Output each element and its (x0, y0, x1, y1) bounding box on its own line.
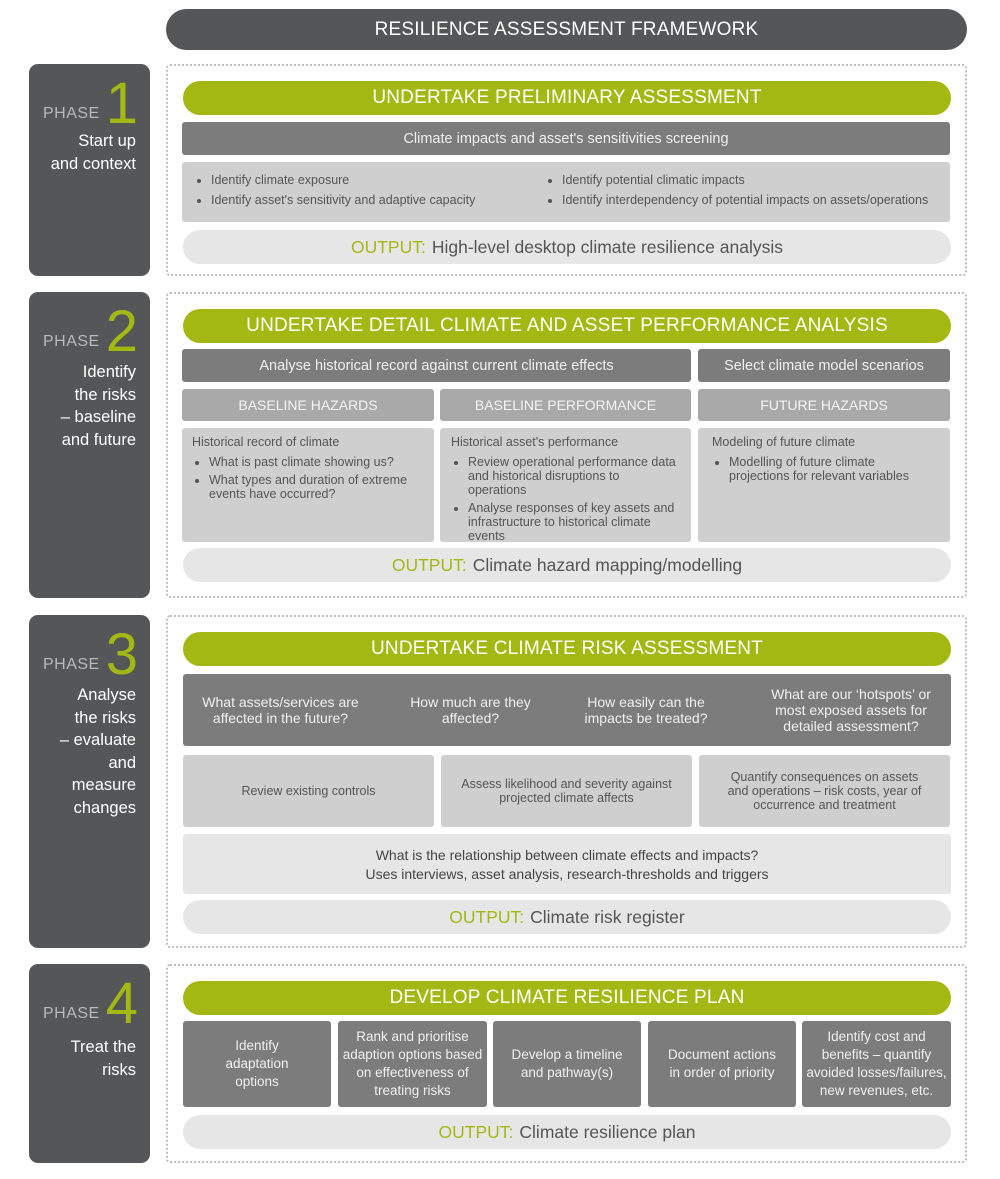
phase-3-word: PHASE (42, 656, 100, 673)
phase-4-desc-line: risks (102, 1060, 136, 1079)
column-intro: Modeling of future climate (712, 435, 856, 449)
phase-1-bullets-right (546, 173, 962, 213)
column-intro: Historical record of climate (192, 435, 340, 449)
bullet-item: • What types and duration of extreme events have occurred? (209, 473, 424, 501)
question-cell: How much are they affected? (410, 694, 531, 726)
bullet-item: • Analyse responses of key assets and infrastructure to historical climate events (468, 501, 680, 543)
output-label: OUTPUT: (391, 554, 467, 575)
phase-3-desc-line: and (108, 753, 136, 772)
phase-4-number: 4 (105, 971, 138, 1036)
question-cell: How easily can the impacts be treated? (584, 694, 708, 726)
relationship-line: Uses interviews, asset analysis, research-thresholds and triggers (365, 866, 769, 882)
phase-1-number: 1 (105, 71, 138, 136)
phase-3-desc-line: measure (71, 776, 136, 794)
future-hazards-box (698, 428, 950, 542)
baseline-performance-header: BASELINE PERFORMANCE (440, 389, 691, 421)
phase-1-subheading: Climate impacts and asset's sensitivities screening (182, 122, 950, 155)
phase-2-desc-line: the risks (74, 385, 136, 404)
bullet-item: • Modelling of future climate projections for relevant variables (729, 455, 936, 483)
framework-title: RESILIENCE ASSESSMENT FRAMEWORK (166, 9, 967, 50)
question-cell: What are our ‘hotspots’ or most exposed assets for detailed assessment? (771, 686, 931, 734)
phase-2-desc-line: and future (61, 430, 136, 449)
phase-1-bullets-left (195, 173, 551, 213)
output-label: OUTPUT: (350, 236, 426, 257)
phase-2-panel (29, 292, 150, 598)
phase-4-word: PHASE (42, 1005, 100, 1022)
phase-2-sub-left: Analyse historical record against current climate effects (182, 349, 691, 382)
phase-4-desc-line: Treat the (70, 1038, 136, 1056)
phase-2-description (61, 361, 136, 451)
output-label: OUTPUT: (438, 1121, 514, 1142)
phase-2-output-text: Climate hazard mapping/modelling (472, 554, 743, 575)
phase-2-number: 2 (105, 299, 138, 364)
phase-4-output-text: Climate resilience plan (519, 1121, 696, 1142)
plan-step: Document actions in order of priority (648, 1021, 796, 1107)
column-intro: Historical asset's performance (451, 435, 619, 449)
phase-3-description (60, 684, 136, 819)
phase-3-questions-bar (183, 674, 951, 746)
phase-3-number: 3 (105, 622, 138, 687)
phase-3-heading: UNDERTAKE CLIMATE RISK ASSESSMENT (183, 632, 951, 666)
phase-1-desc-line: Start up (78, 132, 136, 150)
phase-3-output-text: Climate risk register (530, 906, 685, 927)
bullet-item: • What is past climate showing us? (209, 455, 424, 469)
phase-2-output (183, 548, 951, 582)
assess-likelihood-box: Assess likelihood and severity against projected climate affects (441, 755, 692, 827)
phase-1-desc-line: and context (50, 154, 136, 173)
phase-2-desc-line: Identify (82, 363, 136, 381)
phase-1-output (183, 230, 951, 264)
phase-3-desc-line: – evaluate (59, 731, 136, 749)
bullet-item: • Identify potential climatic impacts (562, 173, 962, 187)
phase-3-panel (29, 615, 150, 948)
phase-1-word: PHASE (42, 105, 100, 122)
phase-1-output-text: High-level desktop climate resilience analysis (431, 236, 783, 257)
phase-1-heading: UNDERTAKE PRELIMINARY ASSESSMENT (183, 81, 951, 115)
bullet-item: • Identify asset's sensitivity and adaptive capacity (211, 193, 551, 207)
phase-4-heading: DEVELOP CLIMATE RESILIENCE PLAN (183, 981, 951, 1015)
bullet-item: • Review operational performance data and historical disruptions to operations (468, 455, 680, 497)
baseline-hazards-header: BASELINE HAZARDS (182, 389, 434, 421)
phase-1-panel (29, 64, 150, 276)
plan-step: Identify cost and benefits – quantify avoided losses/failures, new revenues, etc. (802, 1021, 951, 1107)
bullet-item: • Identify interdependency of potential impacts on assets/operations (562, 193, 962, 207)
baseline-performance-box (440, 428, 691, 542)
review-controls-box: Review existing controls (183, 755, 434, 827)
quantify-consequences-box: Quantify consequences on assets and operations – risk costs, year of occurrence and treatment (699, 755, 950, 827)
phase-3-output (183, 900, 951, 934)
phase-2-sub-right: Select climate model scenarios (698, 349, 950, 382)
bullet-item: • Identify climate exposure (211, 173, 551, 187)
phase-4-output (183, 1115, 951, 1149)
phase-2-word: PHASE (42, 333, 100, 350)
phase-3-desc-line: changes (73, 798, 136, 817)
output-label: OUTPUT: (449, 906, 525, 927)
question-cell: What assets/services are affected in the future? (202, 694, 359, 726)
plan-step: Develop a timeline and pathway(s) (493, 1021, 641, 1107)
relationship-box (183, 834, 951, 894)
future-hazards-header: FUTURE HAZARDS (698, 389, 950, 421)
phase-4-description (71, 1036, 136, 1081)
phase-1-bullets-box (182, 162, 950, 222)
relationship-line: What is the relationship between climate effects and impacts? (375, 847, 759, 863)
plan-step: Identify adaptation options (183, 1021, 331, 1107)
phase-2-desc-line: – baseline (60, 408, 136, 426)
baseline-hazards-box (182, 428, 434, 542)
phase-2-heading: UNDERTAKE DETAIL CLIMATE AND ASSET PERFORMANCE ANALYSIS (183, 309, 951, 343)
plan-step: Rank and prioritise adaption options based on effectiveness of treating risks (338, 1021, 487, 1107)
phase-3-desc-line: the risks (74, 708, 136, 727)
phase-3-desc-line: Analyse (77, 686, 136, 704)
phase-4-panel (29, 964, 150, 1163)
phase-1-description (51, 130, 136, 175)
